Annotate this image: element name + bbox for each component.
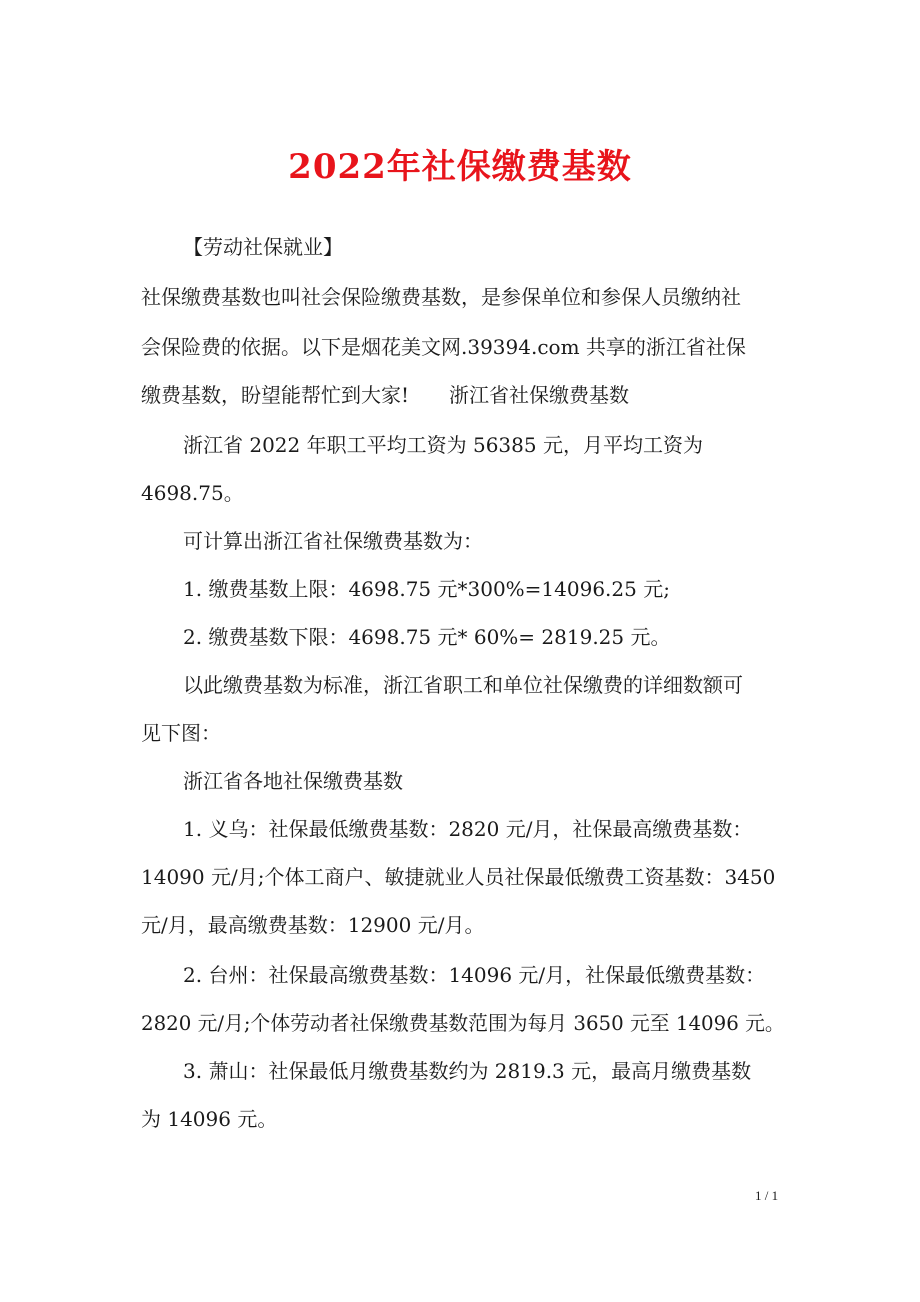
body-line: 4698.75。 bbox=[141, 481, 244, 505]
list-item: 1. 缴费基数上限：4698.75 元*300%=14096.25 元; bbox=[183, 577, 670, 601]
section-heading: 浙江省各地社保缴费基数 bbox=[183, 769, 403, 793]
document-title: 2022年社保缴费基数 bbox=[288, 147, 632, 187]
body-line: 见下图： bbox=[141, 721, 221, 745]
body-line: 浙江省 2022 年职工平均工资为 56385 元，月平均工资为 bbox=[183, 433, 703, 457]
body-line-text: 社保缴费基数也叫社会保险缴费基数，是参保单位和参保人员缴纳社 bbox=[141, 285, 741, 309]
body-line: 可计算出浙江省社保缴费基数为： bbox=[183, 529, 483, 553]
body-line: 为 14096 元。 bbox=[141, 1107, 278, 1131]
list-item: 2. 台州：社保最高缴费基数：14096 元/月，社保最低缴费基数： bbox=[183, 963, 766, 987]
list-item: 1. 义乌：社保最低缴费基数：2820 元/月，社保最高缴费基数： bbox=[183, 817, 753, 841]
page-number: 1 / 1 bbox=[755, 1188, 779, 1203]
body-line: 以此缴费基数为标准，浙江省职工和单位社保缴费的详细数额可 bbox=[183, 673, 743, 697]
body-line: 元/月，最高缴费基数：12900 元/月。 bbox=[141, 913, 485, 937]
body-line: 会保险费的依据。以下是烟花美文网.39394.com 共享的浙江省社保 bbox=[141, 335, 746, 359]
body-line: 2820 元/月;个体劳动者社保缴费基数范围为每月 3650 元至 14096 元。 bbox=[141, 1011, 785, 1035]
category-tag: 【劳动社保就业】 bbox=[183, 235, 343, 259]
list-item: 3. 萧山：社保最低月缴费基数约为 2819.3 元，最高月缴费基数 bbox=[183, 1059, 752, 1083]
section-heading: 浙江省社保缴费基数 bbox=[449, 383, 630, 407]
body-line-text: 缴费基数，盼望能帮忙到大家! bbox=[141, 383, 410, 407]
body-line bbox=[141, 380, 629, 410]
list-item: 2. 缴费基数下限：4698.75 元* 60%= 2819.25 元。 bbox=[183, 625, 671, 649]
body-line bbox=[141, 282, 778, 312]
body-line: 14090 元/月;个体工商户、敏捷就业人员社保最低缴费工资基数：3450 bbox=[141, 865, 776, 889]
